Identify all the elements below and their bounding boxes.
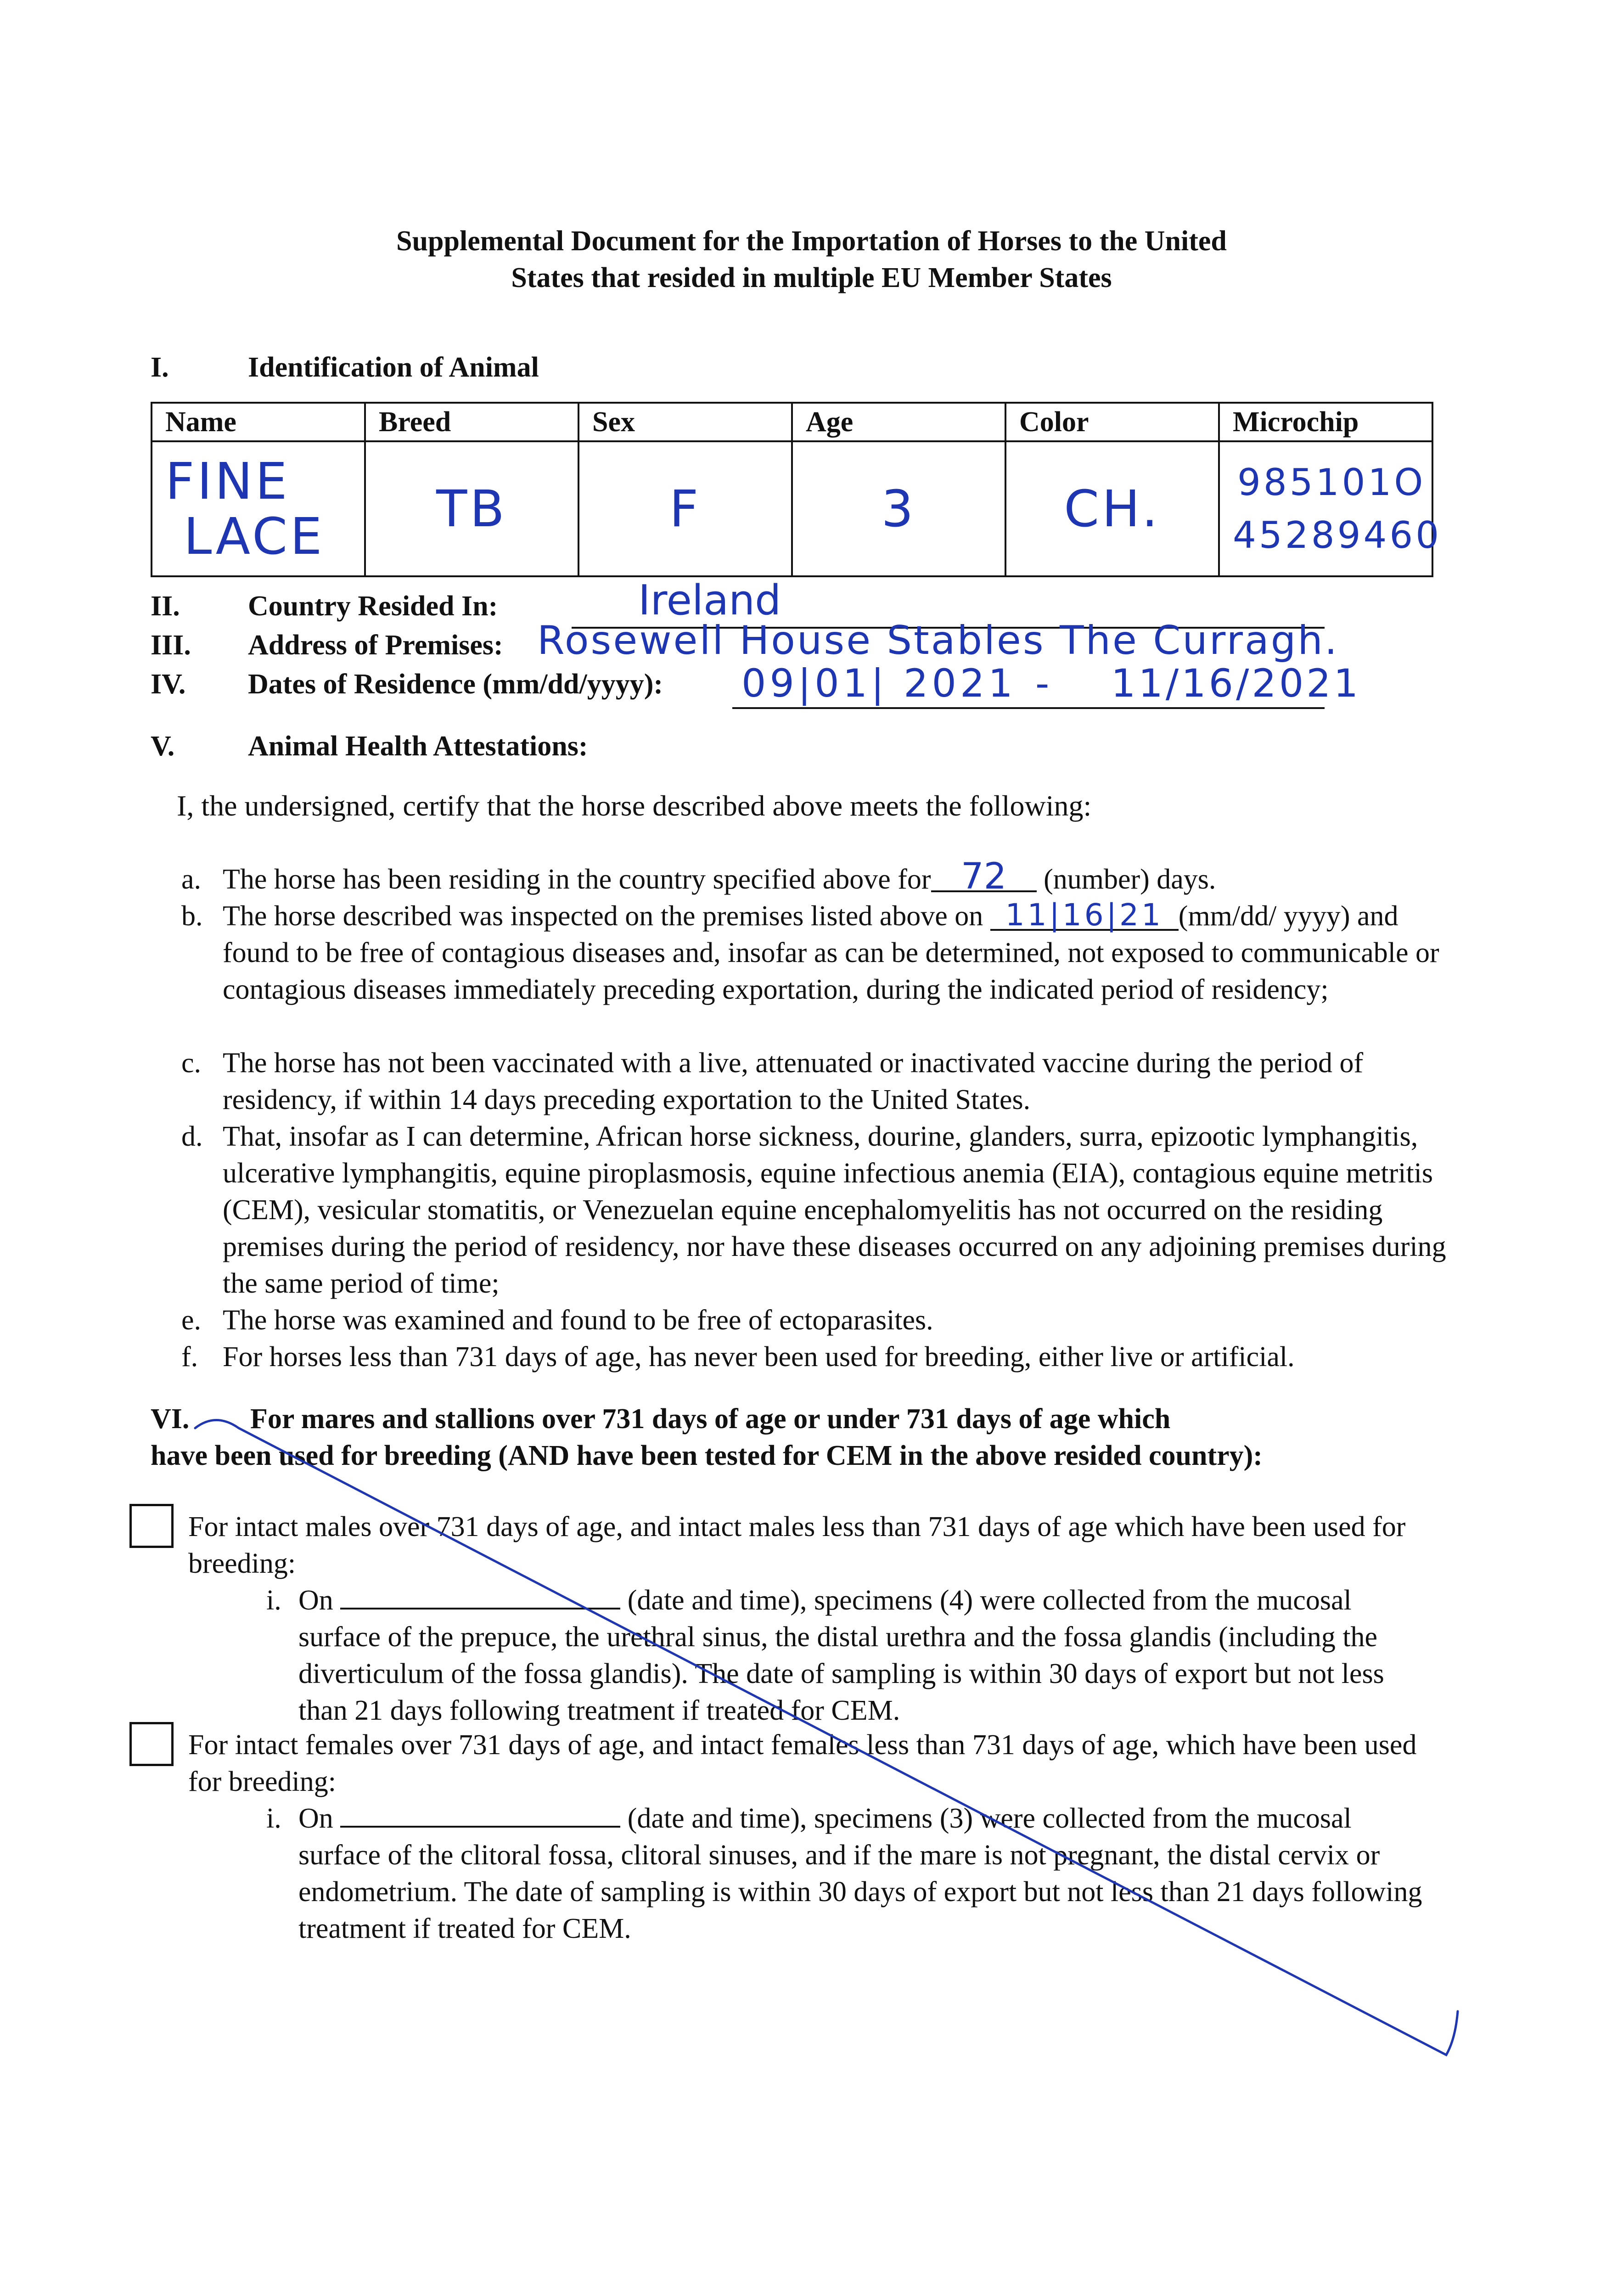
attestation-f-text: For horses less than 731 days of age, has never been used for breeding, either live or artificial.	[223, 1341, 1295, 1373]
cell-breed[interactable]: TB	[365, 441, 578, 576]
name-line2: LACE	[184, 507, 325, 566]
attestation-a-text-post: (number) days.	[1044, 864, 1216, 895]
attestation-b-text-post: (mm/dd/	[1178, 900, 1277, 932]
attestation-e-text: The horse was examined and found to be free of ectoparasites.	[223, 1305, 933, 1336]
header-sex: Sex	[578, 403, 792, 441]
attestation-e-label: e.	[181, 1305, 202, 1336]
females-description: For intact females over 731 days of age, and intact females less than 731 days of age, which have been used for breeding:	[188, 1729, 1417, 1797]
header-color: Color	[1005, 403, 1219, 441]
males-item-text: (date and time), specimens (4) were collected from the mucosal surface of the prepuce, the urethral sinus, the distal urethra and the fossa glandis (including the diverticulum of the fossa glandis). The date of sampling is within 30 days of export but not less than 21 days following treatment if treated for CEM.	[298, 1585, 1384, 1726]
section-iv-number: IV.	[151, 669, 186, 700]
header-microchip: Microchip	[1219, 403, 1432, 441]
attestation-b-label: b.	[181, 900, 203, 932]
cell-sex[interactable]: F	[578, 441, 792, 576]
attestation-b-text-rest: yyyy) and found to be free of contagious diseases and, insofar as can be determined, not exposed to communicable or contagious diseases immediately preceding exportation, during the indicated period of residency;	[223, 900, 1439, 1005]
attestation-c-label: c.	[181, 1047, 202, 1079]
attestation-f-label: f.	[181, 1341, 198, 1373]
section-v-label: Animal Health Attestations:	[248, 731, 588, 762]
males-item-label: i.	[266, 1585, 281, 1616]
attestation-a-label: a.	[181, 864, 202, 895]
strike-through-path	[195, 1420, 1458, 2055]
cell-color[interactable]: CH.	[1005, 441, 1219, 576]
country-field[interactable]: Ireland	[638, 576, 781, 625]
attestation-d-text: That, insofar as I can determine, African horse sickness, dourine, glanders, surra, epizootic lymphangitis, ulcerative lymphangitis, equine piroplasmosis, equine infectious anemia (EIA), contagious equine metritis (CEM), vesicular stomatitis, or Venezuelan equine encephalomyelitis has not occurred on the residing premises during the period of residency, nor have these diseases occurred on any adjoining premises during the same period of time;	[223, 1121, 1446, 1299]
certify-statement: I, the undersigned, certify that the horse described above meets the following:	[177, 789, 1092, 822]
males-description: For intact males over 731 days of age, and intact males less than 731 days of age which have been used for breeding:	[188, 1511, 1406, 1579]
header-breed: Breed	[365, 403, 578, 441]
address-field[interactable]: Rosewell House Stables The Curragh.	[537, 618, 1339, 664]
microchip-line1: 985101O	[1237, 461, 1426, 504]
document-title-line2: States that resided in multiple EU Member States	[511, 262, 1112, 293]
section-ii-number: II.	[151, 591, 180, 622]
inspection-date-field[interactable]: 11|16|21	[990, 901, 1179, 931]
section-iv-label: Dates of Residence (mm/dd/yyyy):	[248, 669, 663, 700]
section-i-label: Identification of Animal	[248, 352, 539, 383]
residence-from-date[interactable]: 09|01| 2021	[741, 661, 1016, 706]
name-line1: FINE	[165, 452, 290, 511]
section-iii-label: Address of Premises:	[248, 630, 503, 661]
section-vi-number: VI.	[151, 1403, 190, 1435]
section-ii-label: Country Resided In:	[248, 591, 498, 622]
females-item-text: (date and time), specimens (3) were collected from the mucosal surface of the clitoral fossa, clitoral sinuses, and if the mare is not pregnant, the distal cervix or endometrium. The date of sampling is within 30 days of export but not less than 21 days following treatment if treated for CEM.	[298, 1803, 1422, 1944]
attestation-c-text: The horse has not been vaccinated with a live, attenuated or inactivated vaccine during the period of residency, if within 14 days preceding exportation to the United States.	[223, 1047, 1364, 1115]
residence-to-date[interactable]: 11/16/2021	[1111, 661, 1361, 706]
females-item-pre: On	[298, 1803, 333, 1834]
section-vi-heading-line2: have been used for breeding (AND have been tested for CEM in the above resided country):	[151, 1440, 1263, 1471]
section-v-number: V.	[151, 731, 175, 762]
document-title-line1: Supplemental Document for the Importation of Horses to the United	[396, 225, 1227, 257]
attestation-b-text-pre: The horse described was inspected on the premises listed above on	[223, 900, 983, 932]
residence-date-separator: -	[1035, 661, 1050, 706]
section-iii-number: III.	[151, 630, 191, 661]
microchip-line2: 45289460	[1233, 514, 1442, 557]
attestation-a-text-pre: The horse has been residing in the country specified above for	[223, 864, 931, 895]
header-name: Name	[152, 403, 365, 441]
header-age: Age	[792, 403, 1005, 441]
cell-age[interactable]: 3	[792, 441, 1005, 576]
attestation-d-label: d.	[181, 1121, 203, 1152]
females-item-label: i.	[266, 1803, 281, 1834]
residence-days-field[interactable]: 72	[931, 863, 1037, 892]
section-vi-heading-line1: For mares and stallions over 731 days of age or under 731 days of age which	[250, 1403, 1171, 1435]
males-item-pre: On	[298, 1585, 333, 1616]
section-i-number: I.	[151, 352, 169, 383]
